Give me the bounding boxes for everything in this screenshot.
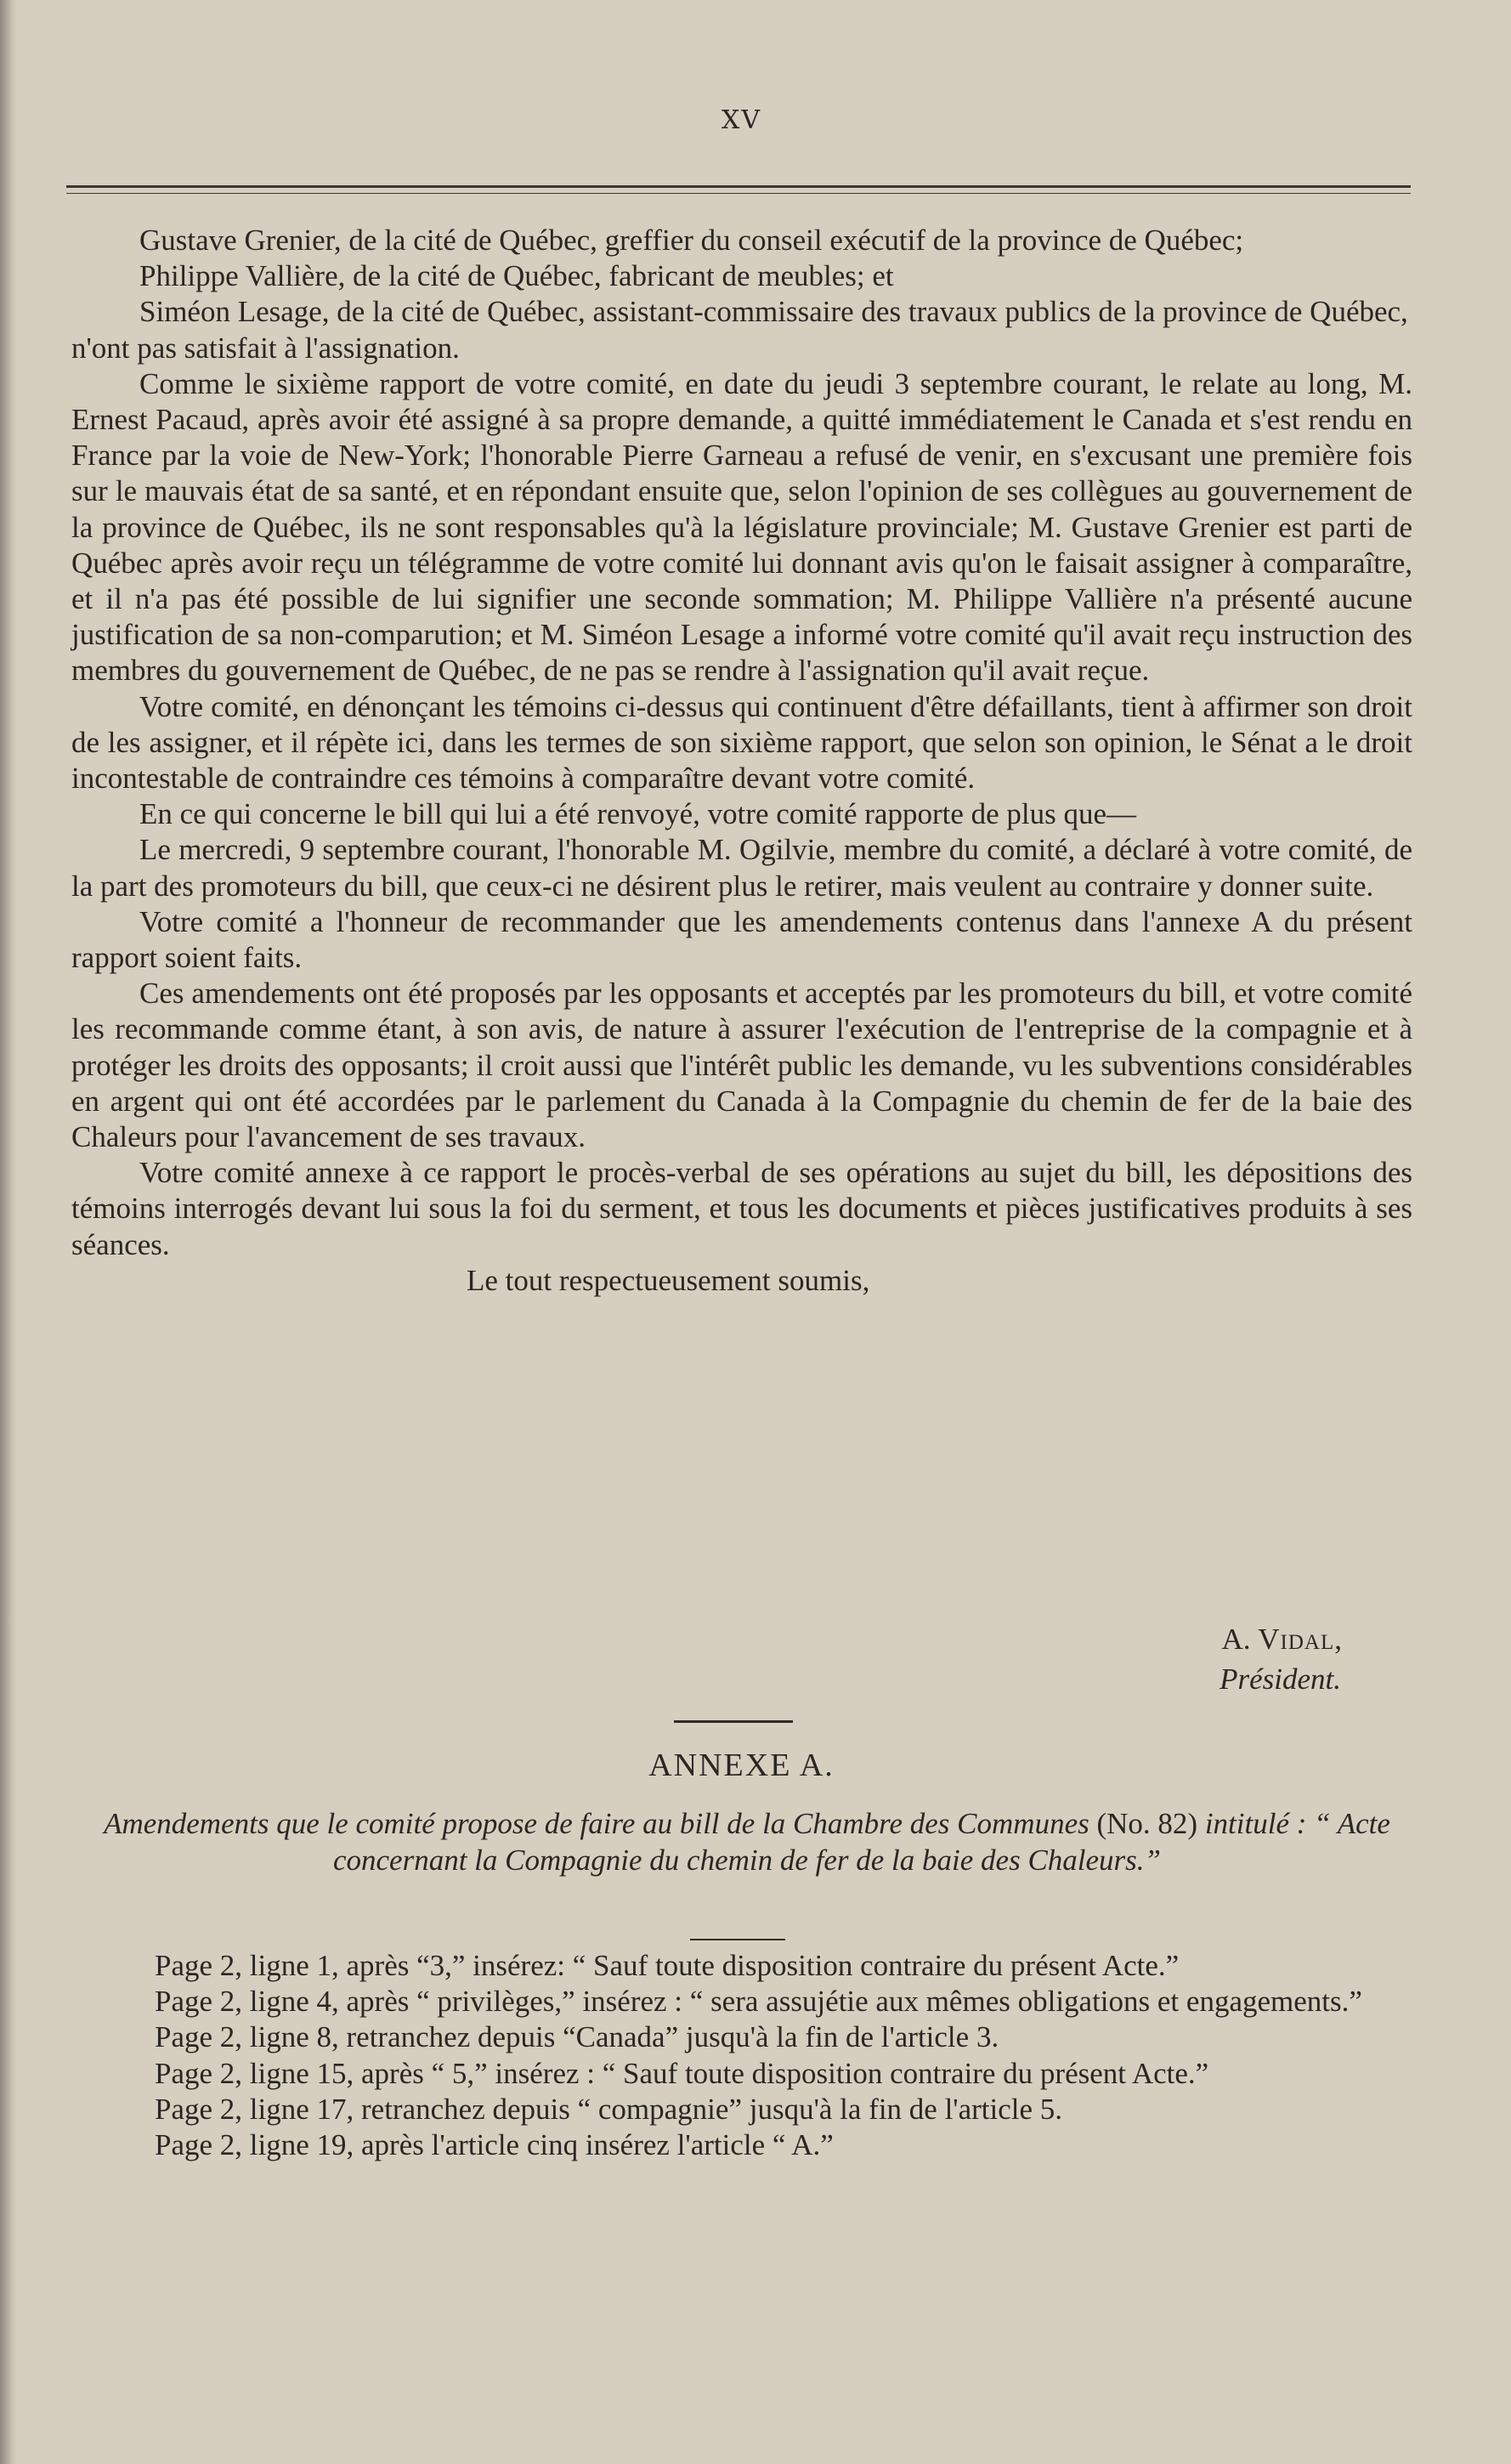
annex-title-part-2: intitulé : “ Acte concernant la Compagnie du chemin de fer de la baie des Chaleurs.” (332, 1807, 1390, 1877)
section-divider (674, 1720, 793, 1723)
paragraph-witness-lesage: Siméon Lesage, de la cité de Québec, assistant-commissaire des travaux publics de la province de Québec, (139, 295, 1408, 329)
amendments-list (83, 1948, 1424, 2163)
report-body (71, 223, 1412, 1299)
header-double-rule (66, 185, 1411, 194)
paragraph-witness-valliere: Philippe Vallière, de la cité de Québec, fabricant de meubles; et (139, 259, 894, 293)
annex-title-bill-number: (No. 82) (1089, 1807, 1205, 1840)
annex-heading: ANNEXE A. (648, 1747, 835, 1783)
paragraph-witness-grenier: Gustave Grenier, de la cité de Québec, greffier du conseil exécutif de la province de Québec; (139, 224, 1244, 257)
signature-name (850, 1622, 1343, 1657)
page-binding-edge (0, 0, 17, 2464)
closing-line: Le tout respectueusement soumis, (467, 1263, 870, 1297)
amendment-item: Page 2, ligne 17, retranchez depuis “ compagnie” jusqu'à la fin de l'article 5. (155, 2092, 1063, 2126)
page-number: XV (721, 105, 762, 135)
annex-title-part-1: Amendements que le comité propose de faire au bill de la Chambre des Communes (104, 1807, 1089, 1840)
amendment-item: Page 2, ligne 8, retranchez depuis “Canada” jusqu'à la fin de l'article 3. (155, 2020, 999, 2054)
signature-title: Président. (1220, 1662, 1341, 1696)
paragraph-ogilvie: Le mercredi, 9 septembre courant, l'honorable M. Ogilvie, membre du comité, a déclaré à votre comité, de la part des promoteurs du bill, que ceux-ci ne désirent plus le retirer, mais veulent au contraire y donner suite. (71, 833, 1412, 903)
amendment-item: Page 2, ligne 1, après “3,” insérez: “ Sauf toute disposition contraire du présent Acte.” (155, 1949, 1180, 1982)
annex-title (71, 1805, 1423, 1878)
paragraph-sixth-report: Comme le sixième rapport de votre comité, en date du jeudi 3 septembre courant, le relate au long, M. Ernest Pacaud, après avoir été assigné à sa propre demande, a quitté immédiatement le Canada et s'est rendu en France par la voie de New-York; l'honorable Pierre Garneau a refusé de venir, en s'excusant une première fois sur le mauvais état de sa santé, et en répondant ensuite que, selon l'opinion de ses collègues au gouvernement de la province de Québec, ils ne sont responsables qu'à la législature provinciale; M. Gustave Grenier est parti de Québec après avoir reçu un télégramme de votre comité lui donnant avis qu'on le faisait assigner à comparaître, et il n'a pas été possible de lui signifier une seconde sommation; M. Philippe Vallière n'a présenté aucune justification de sa non-comparution; et M. Siméon Lesage a informé votre comité qu'il avait reçu instruction des membres du gouvernement de Québec, de ne pas se rendre à l'assignation qu'il avait reçue. (71, 366, 1412, 688)
paragraph-annex-minutes: Votre comité annexe à ce rapport le procès-verbal de ses opérations au sujet du bill, les dépositions des témoins interrogés devant lui sous la foi du serment, et tous les documents et pièces justificatives produits à ses séances. (71, 1156, 1412, 1261)
paragraph-denunciation: Votre comité, en dénonçant les témoins ci-dessus qui continuent d'être défaillants, tient à affirmer son droit de les assigner, et il répète ici, dans les termes de son sixième rapport, que selon son opinion, le Sénat a le droit incontestable de contraindre ces témoins à comparaître devant votre comité. (71, 689, 1412, 796)
paragraph-recommendation: Votre comité a l'honneur de recommander que les amendements contenus dans l'annexe A du présent rapport soient faits. (71, 904, 1412, 975)
amendment-item: Page 2, ligne 4, après “ privilèges,” insérez : “ sera assujétie aux mêmes obligations et engagements.” (155, 1985, 1362, 2019)
paragraph-amendments-rationale: Ces amendements ont été proposés par les opposants et acceptés par les promoteurs du bill, et votre comité les recommande comme étant, à son avis, de nature à assurer l'exécution de l'entreprise de la compagnie et à protéger les droits des opposants; il croit aussi que l'intérêt public les demande, vu les subventions considérables en argent qui ont été accordées par le parlement du Canada à la Compagnie du chemin de fer de la baie des Chaleurs pour l'avancement de ses travaux. (71, 977, 1412, 1154)
paragraph-non-compliance: n'ont pas satisfait à l'assignation. (71, 331, 460, 365)
amendment-item: Page 2, ligne 15, après “ 5,” insérez : “ Sauf toute disposition contraire du présent Acte.” (155, 2056, 1209, 2090)
amendment-item: Page 2, ligne 19, après l'article cinq insérez l'article “ A.” (155, 2128, 834, 2162)
signature-surname: Vidal, (1258, 1623, 1343, 1656)
paragraph-bill-referred: En ce qui concerne le bill qui lui a été renvoyé, votre comité rapporte de plus que— (139, 797, 1137, 831)
annex-title-divider (690, 1939, 785, 1940)
signature-initial: A. (1221, 1623, 1259, 1656)
